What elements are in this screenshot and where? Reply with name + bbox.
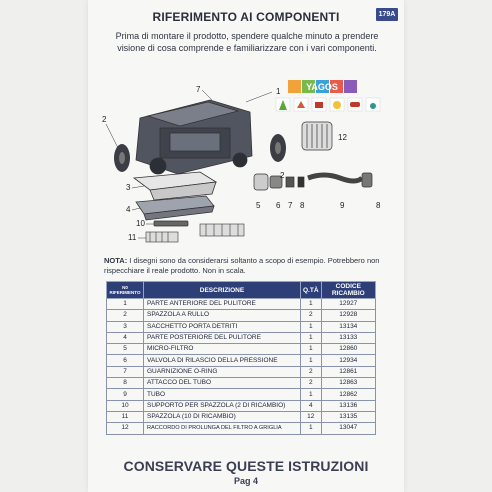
row-no: 1 [107,299,144,310]
hose-assembly [254,173,372,190]
svg-text:9: 9 [340,201,345,210]
col-header-description: DESCRIZIONE [144,282,301,299]
filter-extension [302,122,332,150]
table-row [107,332,376,343]
row-code: 13133 [321,332,375,343]
row-qty: 1 [301,321,322,332]
note-text: I disegni sono da considerarsi soltanto a scopo di esempio. Potrebbero non rispecchiare il reale prodotto. Non in scala. [104,256,380,275]
brush-holder [154,221,188,226]
row-no: 4 [107,332,144,343]
sun-icon [333,101,341,109]
table-row [107,423,376,434]
row-description: VALVOLA DI RILASCIO DELLA PRESSIONE [144,355,301,366]
table-row [107,321,376,332]
brand-logo [274,80,384,114]
brand-name: YAGOS [306,82,338,92]
row-code: 12861 [321,366,375,377]
row-description: MICRO-FILTRO [144,344,301,355]
row-description: SPAZZOLA (10 DI RICAMBIO) [144,411,301,422]
row-description: GUARNIZIONE O-RING [144,366,301,377]
row-no: 3 [107,321,144,332]
row-no: 10 [107,400,144,411]
row-no: 9 [107,389,144,400]
row-qty: 1 [301,332,322,343]
row-code: 13136 [321,400,375,411]
note-label: NOTA: [104,256,128,265]
car-icon [350,102,360,107]
row-description: PARTE ANTERIORE DEL PULITORE [144,299,301,310]
svg-text:8: 8 [300,201,305,210]
svg-text:11: 11 [128,233,137,242]
furniture-icon [315,102,323,108]
row-description: SUPPORTO PER SPAZZOLA (2 DI RICAMBIO) [144,400,301,411]
svg-text:6: 6 [276,201,281,210]
row-description: RACCORDO DI PROLUNGA DEL FILTRO A GRIGLIA [144,423,301,434]
table-row [107,378,376,389]
footer-title: CONSERVARE QUESTE ISTRUZIONI [123,458,369,474]
row-description: PARTE POSTERIORE DEL PULITORE [144,332,301,343]
row-qty: 12 [301,411,322,422]
table-header-row [107,282,376,299]
brand-letters [288,80,357,93]
svg-text:2: 2 [280,171,285,180]
svg-text:10: 10 [136,219,145,228]
row-description: TUBO [144,389,301,400]
row-qty: 4 [301,400,322,411]
page-number: Pag 4 [233,476,258,486]
row-no: 2 [107,310,144,321]
table-row [107,344,376,355]
col-header-code: CODICE RICAMBIO [321,282,375,299]
table-row [107,400,376,411]
row-no: 6 [107,355,144,366]
row-code: 13135 [321,411,375,422]
row-qty: 1 [301,344,322,355]
manual-page [88,0,404,492]
row-code: 12863 [321,378,375,389]
spare-brushes [146,224,244,242]
row-qty: 1 [301,355,322,366]
row-qty: 2 [301,378,322,389]
svg-text:12: 12 [338,133,347,142]
row-description: SPAZZOLA A RULLO [144,310,301,321]
row-code: 13134 [321,321,375,332]
svg-text:1: 1 [276,87,281,96]
table-row [107,411,376,422]
svg-text:2: 2 [102,115,107,124]
svg-text:3: 3 [126,183,131,192]
row-no: 7 [107,366,144,377]
col-header-no: N0 RIFERIMENTO [107,282,144,299]
parts-table [106,281,376,435]
row-description: ATTACCO DEL TUBO [144,378,301,389]
intro-text: Prima di montare il prodotto, spendere qualche minuto a prendere visione di cosa comprende e familiarizzare con i vari componenti. [115,31,379,53]
category-icons [276,98,380,111]
row-no: 11 [107,411,144,422]
row-qty: 1 [301,299,322,310]
paw-icon [370,103,376,109]
note [104,256,386,276]
cleaner-body [136,100,252,174]
rear-part [136,196,214,220]
svg-text:8: 8 [376,201,381,210]
col-header-qty: Q.TÀ [301,282,322,299]
row-qty: 1 [301,423,322,434]
row-qty: 2 [301,366,322,377]
table-row [107,299,376,310]
table-row [107,355,376,366]
row-code: 13047 [321,423,375,434]
table-row [107,389,376,400]
roller-brush-left [114,144,130,172]
roller-brush-right [270,134,286,162]
row-code: 12862 [321,389,375,400]
row-code: 12860 [321,344,375,355]
table-row [107,310,376,321]
row-code: 12927 [321,299,375,310]
table-row [107,366,376,377]
svg-text:5: 5 [256,201,261,210]
row-no: 5 [107,344,144,355]
row-no: 12 [107,423,144,434]
row-code: 12928 [321,310,375,321]
row-description: SACCHETTO PORTA DETRITI [144,321,301,332]
svg-text:7: 7 [288,201,293,210]
row-qty: 1 [301,389,322,400]
page-badge: 179A [376,8,398,21]
row-no: 8 [107,378,144,389]
row-code: 12934 [321,355,375,366]
svg-text:7: 7 [196,85,201,94]
svg-text:4: 4 [126,205,131,214]
page-title: RIFERIMENTO AI COMPONENTI [152,10,340,24]
row-qty: 2 [301,310,322,321]
